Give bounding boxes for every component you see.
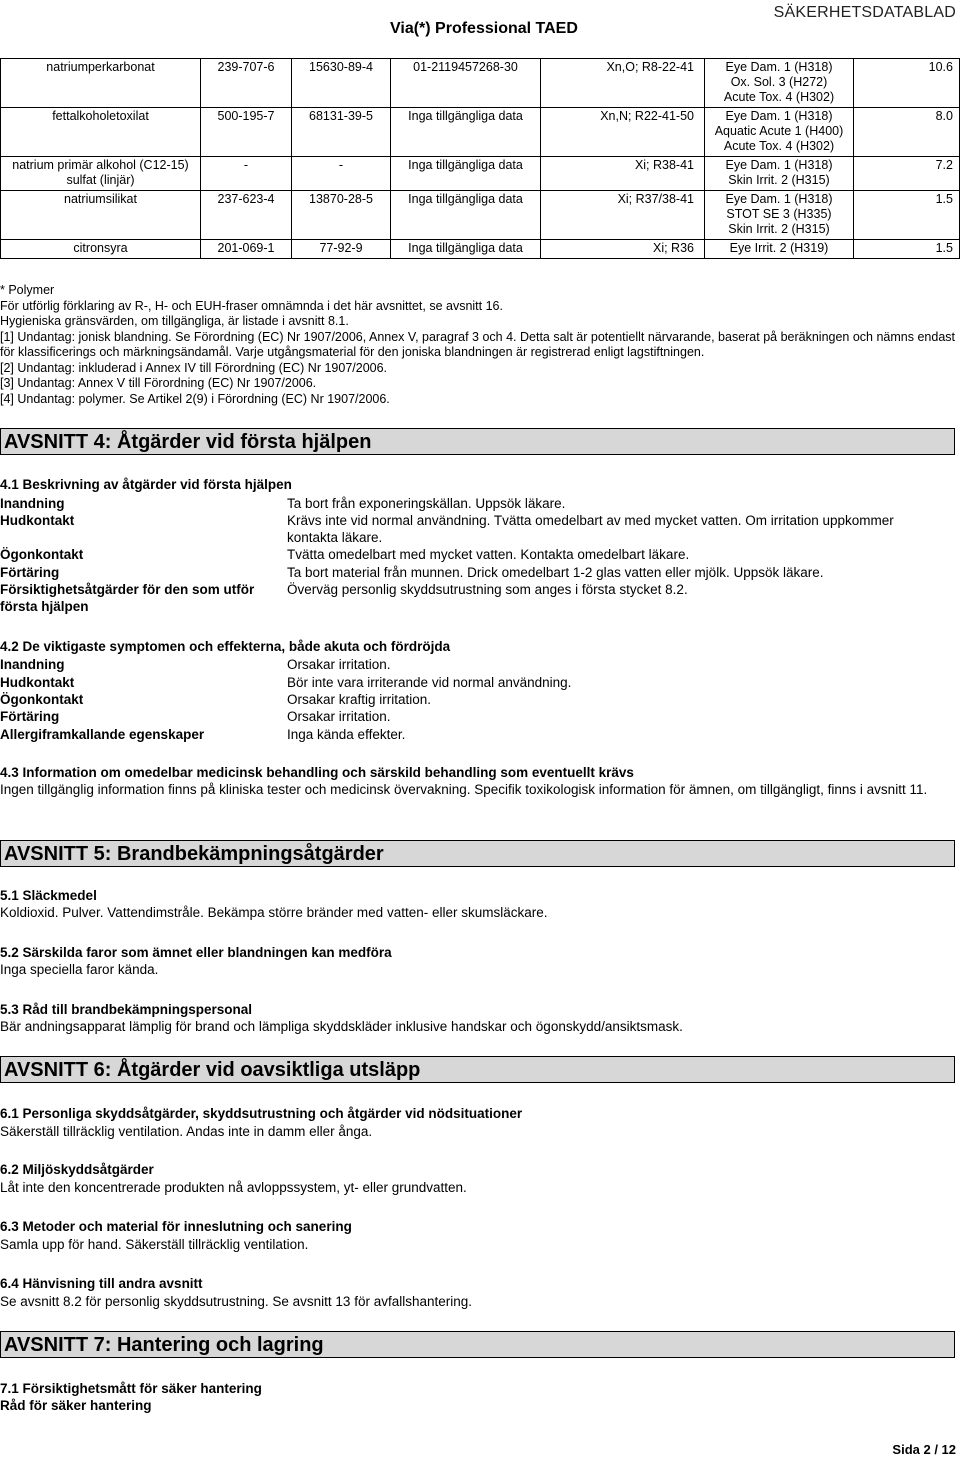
section-6-2-heading: 6.2 Miljöskyddsåtgärder [0, 1162, 154, 1177]
clp-hazard-statement: Eye Dam. 1 (H318) [725, 158, 833, 172]
section-7-1-subheading: Råd för säker hantering [0, 1398, 152, 1413]
component-percent: 10.6 [854, 59, 960, 108]
section-6-4-heading: 6.4 Hänvisning till andra avsnitt [0, 1276, 203, 1291]
first-aid-eye-text: Tvätta omedelbart med mycket vatten. Kontakta omedelbart läkare. [287, 547, 690, 562]
section-6-3-text: Samla upp för hand. Säkerställ tillräcklig ventilation. [0, 1237, 309, 1252]
first-aid-inhalation-text: Ta bort från exponeringskällan. Uppsök läkare. [287, 496, 566, 511]
first-aid-ingestion-label: Förtäring [0, 565, 60, 580]
section-6-title: AVSNITT 6: Åtgärder vid oavsiktliga utsläpp [0, 1056, 955, 1083]
symptom-inhalation-label: Inandning [0, 657, 65, 672]
component-percent: 1.5 [854, 191, 960, 240]
component-classification: Xn,O; R8-22-41 [541, 59, 705, 108]
symptom-skin-text: Bör inte vara irriterande vid normal användning. [287, 675, 572, 690]
section-5-3-heading: 5.3 Råd till brandbekämpningspersonal [0, 1002, 253, 1017]
component-percent: 1.5 [854, 240, 960, 259]
section-4-1-heading: 4.1 Beskrivning av åtgärder vid första hjälpen [0, 477, 292, 492]
component-reach-number: Inga tillgängliga data [391, 240, 541, 259]
component-percent: 8.0 [854, 108, 960, 157]
component-cas-number: - [292, 157, 391, 191]
clp-hazard-statement: Skin Irrit. 2 (H315) [728, 173, 830, 187]
clp-hazard-statement: Eye Irrit. 2 (H319) [729, 241, 829, 255]
symptom-allergy-label: Allergiframkallande egenskaper [0, 727, 205, 742]
component-reach-number: Inga tillgängliga data [391, 108, 541, 157]
component-clp-classification [705, 108, 854, 157]
section-7-title: AVSNITT 7: Hantering och lagring [0, 1331, 955, 1358]
component-cas-number: 77-92-9 [292, 240, 391, 259]
section-5-title: AVSNITT 5: Brandbekämpningsåtgärder [0, 840, 955, 867]
component-ec-number: 500-195-7 [201, 108, 292, 157]
symptom-eye-label: Ögonkontakt [0, 692, 84, 707]
symptom-skin-label: Hudkontakt [0, 675, 75, 690]
first-aid-skin-text: Krävs inte vid normal användning. Tvätta omedelbart av med mycket vatten. Om irritation uppkommer kontakta läkare. [287, 513, 894, 545]
section-4-title: AVSNITT 4: Åtgärder vid första hjälpen [0, 428, 955, 455]
note-hygiene: Hygieniska gränsvärden, om tillgängliga, är listade i avsnitt 8.1. [0, 314, 349, 328]
component-cas-number: 68131-39-5 [292, 108, 391, 157]
component-name: natrium primär alkohol (C12-15) sulfat (linjär) [1, 157, 201, 191]
table-row [1, 157, 960, 191]
composition-table [0, 58, 960, 259]
clp-hazard-statement: Acute Tox. 4 (H302) [723, 139, 835, 153]
section-5-2-text: Inga speciella faror kända. [0, 962, 159, 977]
first-aid-ingestion-text: Ta bort material från munnen. Drick omedelbart 1-2 glas vatten eller mjölk. Uppsök läkare. [287, 565, 824, 580]
note-polymer: * Polymer [0, 283, 55, 297]
product-name: Via(*) Professional TAED [390, 20, 578, 37]
component-cas-number: 15630-89-4 [292, 59, 391, 108]
component-ec-number: 237-623-4 [201, 191, 292, 240]
note-exemption-1: [1] Undantag: jonisk blandning. Se Förordning (EC) Nr 1907/2006, Annex V, paragraf 3 och 4. Detta salt är potentiellt närvarande, baserat på beräkningen och nämns endast för klassificerings och märkningsändamål. Varje utgångsmaterial för den joniska blandningen är registrerad enligt lagstiftningen. [0, 329, 956, 359]
clp-hazard-statement: Eye Dam. 1 (H318) [725, 109, 833, 123]
clp-hazard-statement: Eye Dam. 1 (H318) [725, 60, 833, 74]
component-classification: Xi; R37/38-41 [541, 191, 705, 240]
clp-hazard-statement: STOT SE 3 (H335) [726, 207, 832, 221]
symptom-ingestion-label: Förtäring [0, 709, 60, 724]
note-exemption-3: [3] Undantag: Annex V till Förordning (EC) Nr 1907/2006. [0, 376, 317, 390]
section-6-1-heading: 6.1 Personliga skyddsåtgärder, skyddsutrustning och åtgärder vid nödsituationer [0, 1106, 523, 1121]
section-4-3-heading: 4.3 Information om omedelbar medicinsk behandling och särskild behandling som eventuellt krävs [0, 765, 634, 780]
clp-hazard-statement: Aquatic Acute 1 (H400) [714, 124, 844, 138]
section-5-1-heading: 5.1 Släckmedel [0, 888, 97, 903]
clp-hazard-statement: Eye Dam. 1 (H318) [725, 192, 833, 206]
component-ec-number: 239-707-6 [201, 59, 292, 108]
component-percent: 7.2 [854, 157, 960, 191]
section-6-1-text: Säkerställ tillräcklig ventilation. Andas inte in damm eller ånga. [0, 1124, 373, 1139]
section-6-4-text: Se avsnitt 8.2 för personlig skyddsutrustning. Se avsnitt 13 för avfallshantering. [0, 1294, 473, 1309]
table-row [1, 191, 960, 240]
clp-hazard-statement: Skin Irrit. 2 (H315) [728, 222, 830, 236]
table-row [1, 59, 960, 108]
page-number: Sida 2 / 12 [892, 1442, 956, 1457]
component-name: fettalkoholetoxilat [1, 108, 201, 157]
component-ec-number: - [201, 157, 292, 191]
section-6-2-text: Låt inte den koncentrerade produkten nå avloppssystem, yt- eller grundvatten. [0, 1180, 467, 1195]
section-4-3-text: Ingen tillgänglig information finns på kliniska tester och medicinsk övervakning. Specifik toxikologisk information för ämnen, om tillgängligt, finns i avsnitt 11. [0, 782, 928, 797]
clp-hazard-statement: Acute Tox. 4 (H302) [723, 90, 835, 104]
table-row [1, 240, 960, 259]
component-classification: Xi; R36 [541, 240, 705, 259]
page-header [0, 0, 960, 44]
section-7-1-heading: 7.1 Försiktighetsmått för säker hantering [0, 1381, 262, 1396]
symptom-inhalation-text: Orsakar irritation. [287, 657, 391, 672]
first-aid-protection-text: Överväg personlig skyddsutrustning som anges i första stycket 8.2. [287, 582, 688, 597]
clp-hazard-statement: Ox. Sol. 3 (H272) [730, 75, 828, 89]
first-aid-protection-label: Försiktighetsåtgärder för den som utför första hjälpen [0, 582, 255, 614]
notes-block [0, 283, 955, 407]
component-clp-classification [705, 191, 854, 240]
component-clp-classification [705, 157, 854, 191]
component-reach-number: Inga tillgängliga data [391, 157, 541, 191]
first-aid-skin-label: Hudkontakt [0, 513, 75, 528]
section-4-2-heading: 4.2 De viktigaste symptomen och effekterna, både akuta och fördröjda [0, 639, 451, 654]
component-reach-number: Inga tillgängliga data [391, 191, 541, 240]
component-clp-classification [705, 240, 854, 259]
component-classification: Xi; R38-41 [541, 157, 705, 191]
symptom-allergy-text: Inga kända effekter. [287, 727, 406, 742]
component-ec-number: 201-069-1 [201, 240, 292, 259]
document-type: SÄKERHETSDATABLAD [773, 4, 956, 21]
component-name: citronsyra [1, 240, 201, 259]
section-6-3-heading: 6.3 Metoder och material för inneslutning och sanering [0, 1219, 352, 1234]
section-5-1-text: Koldioxid. Pulver. Vattendimstråle. Bekämpa större bränder med vatten- eller skumsläckare. [0, 905, 548, 920]
note-exemption-2: [2] Undantag: inkluderad i Annex IV till Förordning (EC) Nr 1907/2006. [0, 360, 388, 375]
symptom-eye-text: Orsakar kraftig irritation. [287, 692, 432, 707]
component-cas-number: 13870-28-5 [292, 191, 391, 240]
component-reach-number: 01-2119457268-30 [391, 59, 541, 108]
first-aid-inhalation-label: Inandning [0, 496, 65, 511]
table-row [1, 108, 960, 157]
component-name: natriumsilikat [1, 191, 201, 240]
section-5-2-heading: 5.2 Särskilda faror som ämnet eller blandningen kan medföra [0, 945, 392, 960]
component-name: natriumperkarbonat [1, 59, 201, 108]
first-aid-eye-label: Ögonkontakt [0, 547, 84, 562]
note-full-text: För utförlig förklaring av R-, H- och EUH-fraser omnämnda i det här avsnittet, se avsnitt 16. [0, 298, 503, 313]
component-clp-classification [705, 59, 854, 108]
section-5-3-text: Bär andningsapparat lämplig för brand och lämpliga skyddskläder inklusive handskar och ögonskydd/ansiktsmask. [0, 1019, 683, 1034]
note-exemption-4: [4] Undantag: polymer. Se Artikel 2(9) i Förordning (EC) Nr 1907/2006. [0, 391, 390, 406]
component-classification: Xn,N; R22-41-50 [541, 108, 705, 157]
symptom-ingestion-text: Orsakar irritation. [287, 709, 391, 724]
